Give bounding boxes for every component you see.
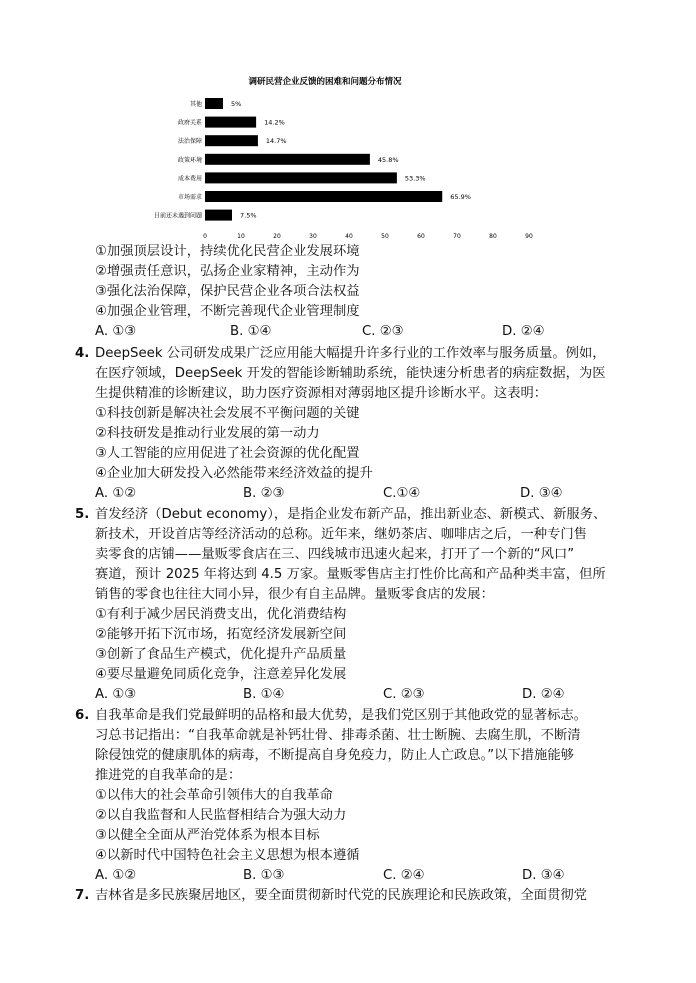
q3-item-4: ④加强企业管理，不断完善现代企业管理制度 [95,304,360,319]
x-tick-label: 10 [237,233,245,241]
q6-line-2: 习总书记指出：“自我革命就是补钙壮骨、排毒杀菌、壮士断腕、去腐生肌，不断清 [95,728,581,743]
q6-option-a: A. ①② [95,868,137,883]
q4-option-d: D. ③④ [520,486,563,501]
x-tick-label: 60 [417,233,425,241]
q3-option-d: D. ②④ [502,324,545,339]
q6-line-4: 推进党的自我革命的是： [95,768,242,783]
q4-item-1: ①科技创新是解决社会发展不平衡问题的关键 [95,406,360,421]
x-tick-label: 30 [309,233,317,241]
category-label: 市场需求 [177,194,202,201]
q5-item-1: ①有利于减少居民消费支出，优化消费结构 [95,607,347,622]
data-label: 65.9% [450,193,471,201]
category-label: 政府关系 [177,119,202,127]
q6-line-1: 自我革命是我们党最鲜明的品格和最大优势，是我们党区别于其他政党的显著标志。 [95,708,587,723]
q4-option-a: A. ①② [95,486,137,501]
q4-number: 4. [75,346,90,361]
q7-line-1: 吉林省是多民族聚居地区，要全面贯彻新时代党的民族理论和民族政策，全面贯彻党 [95,888,587,903]
x-tick-label: 40 [345,233,353,241]
q3-item-1: ①加强顶层设计，持续优化民营企业发展环境 [95,244,360,259]
bar [205,117,256,128]
q3-option-c: C. ②③ [362,324,404,339]
q5-line-4: 赛道，预计 2025 年将达到 4.5 万家。量贩零售店主打性价比高和产品种类丰富，但所 [95,567,606,582]
q5-line-5: 销售的零食也往往大同小异，很少有自主品牌。量贩零食店的发展： [95,587,494,602]
q4-line-3: 生提供精准的诊断建议，助力医疗资源相对薄弱地区提升诊断水平。这表明： [95,386,548,401]
q5-number: 5. [75,507,90,522]
category-label: 其他 [189,101,202,108]
x-tick-label: 0 [203,233,207,241]
q6-item-2: ②以自我监督和人民监督相结合为强大动力 [95,808,347,823]
q5-line-1: 首发经济（Debut economy），是指企业发布新产品，推出新业态、新模式、新服务、 [95,507,607,522]
q4-option-c: C.①④ [383,486,421,501]
bar [205,210,232,221]
q6-item-4: ④以新时代中国特色社会主义思想为根本遵循 [95,848,360,863]
q6-option-b: B. ①③ [243,868,285,883]
bar [205,191,442,202]
q4-line-2: 在医疗领域，DeepSeek 开发的智能诊断辅助系统，能快速分析患者的病症数据，为医 [95,366,606,381]
q4-line-1: DeepSeek 公司研发成果广泛应用能大幅提升许多行业的工作效率与服务质量。例如， [95,346,606,361]
q3-item-2: ②增强责任意识，弘扬企业家精神，主动作为 [95,264,360,279]
bar [205,154,370,165]
chart-title: 调研民营企业反馈的困难和问题分布情况 [248,77,402,87]
bar [205,135,258,146]
category-label: 政策环境 [177,156,202,164]
data-label: 5% [231,100,242,108]
q5-option-b: B. ①④ [243,687,285,702]
category-label: 成本费用 [177,175,202,183]
q5-item-2: ②能够开拓下沉市场，拓宽经济发展新空间 [95,627,347,642]
x-tick-label: 20 [273,233,281,241]
category-label: 法治保障 [177,138,202,146]
bar-chart [120,70,580,242]
data-label: 45.8% [377,155,399,164]
q6-item-3: ③以健全全面从严治党体系为根本目标 [95,828,320,843]
bar [205,98,223,109]
q6-number: 6. [75,708,90,723]
q5-option-a: A. ①③ [95,687,137,702]
category-label: 目前还未遇到问题 [153,212,202,220]
x-tick-label: 50 [381,233,389,241]
q5-option-d: D. ②④ [522,687,565,702]
q5-item-3: ③创新了食品生产模式，优化提升产品质量 [95,647,347,662]
q4-item-3: ③人工智能的应用促进了社会资源的优化配置 [95,446,360,461]
q3-option-a: A. ①③ [95,324,137,339]
q4-item-4: ④企业加大研发投入必然能带来经济效益的提升 [95,466,373,481]
q3-item-3: ③强化法治保障，保护民营企业各项合法权益 [95,284,360,299]
q5-option-c: C. ②③ [383,687,425,702]
data-label: 7.5% [240,211,257,220]
data-label: 14.7% [265,137,287,146]
q7-number: 7. [75,888,90,903]
q6-option-c: C. ②④ [383,868,425,883]
q5-line-2: 新技术，开设首店等经济活动的总称。近年来，继奶茶店、咖啡店之后，一种专门售 [95,527,587,542]
q3-option-b: B. ①④ [230,324,272,339]
q4-option-b: B. ②③ [243,486,285,501]
bar [205,172,397,183]
q4-item-2: ②科技研发是推动行业发展的第一动力 [95,426,320,441]
q6-option-d: D. ③④ [522,868,565,883]
q6-item-1: ①以伟大的社会革命引领伟大的自我革命 [95,788,333,803]
q5-line-3: 卖零食的店铺——量贩零食店在三、四线城市迅速火起来，打开了一个新的“风口” [95,547,575,562]
data-label: 14.2% [264,118,285,127]
x-tick-label: 70 [453,233,461,241]
x-tick-label: 80 [489,233,497,241]
q5-item-4: ④要尽量避免同质化竞争，注意差异化发展 [95,667,347,682]
x-tick-label: 90 [525,233,533,241]
q6-line-3: 除侵蚀党的健康肌体的病毒，不断提高自身免疫力，防止人亡政息。”以下措施能够 [95,748,574,763]
data-label: 53.3% [404,174,426,183]
